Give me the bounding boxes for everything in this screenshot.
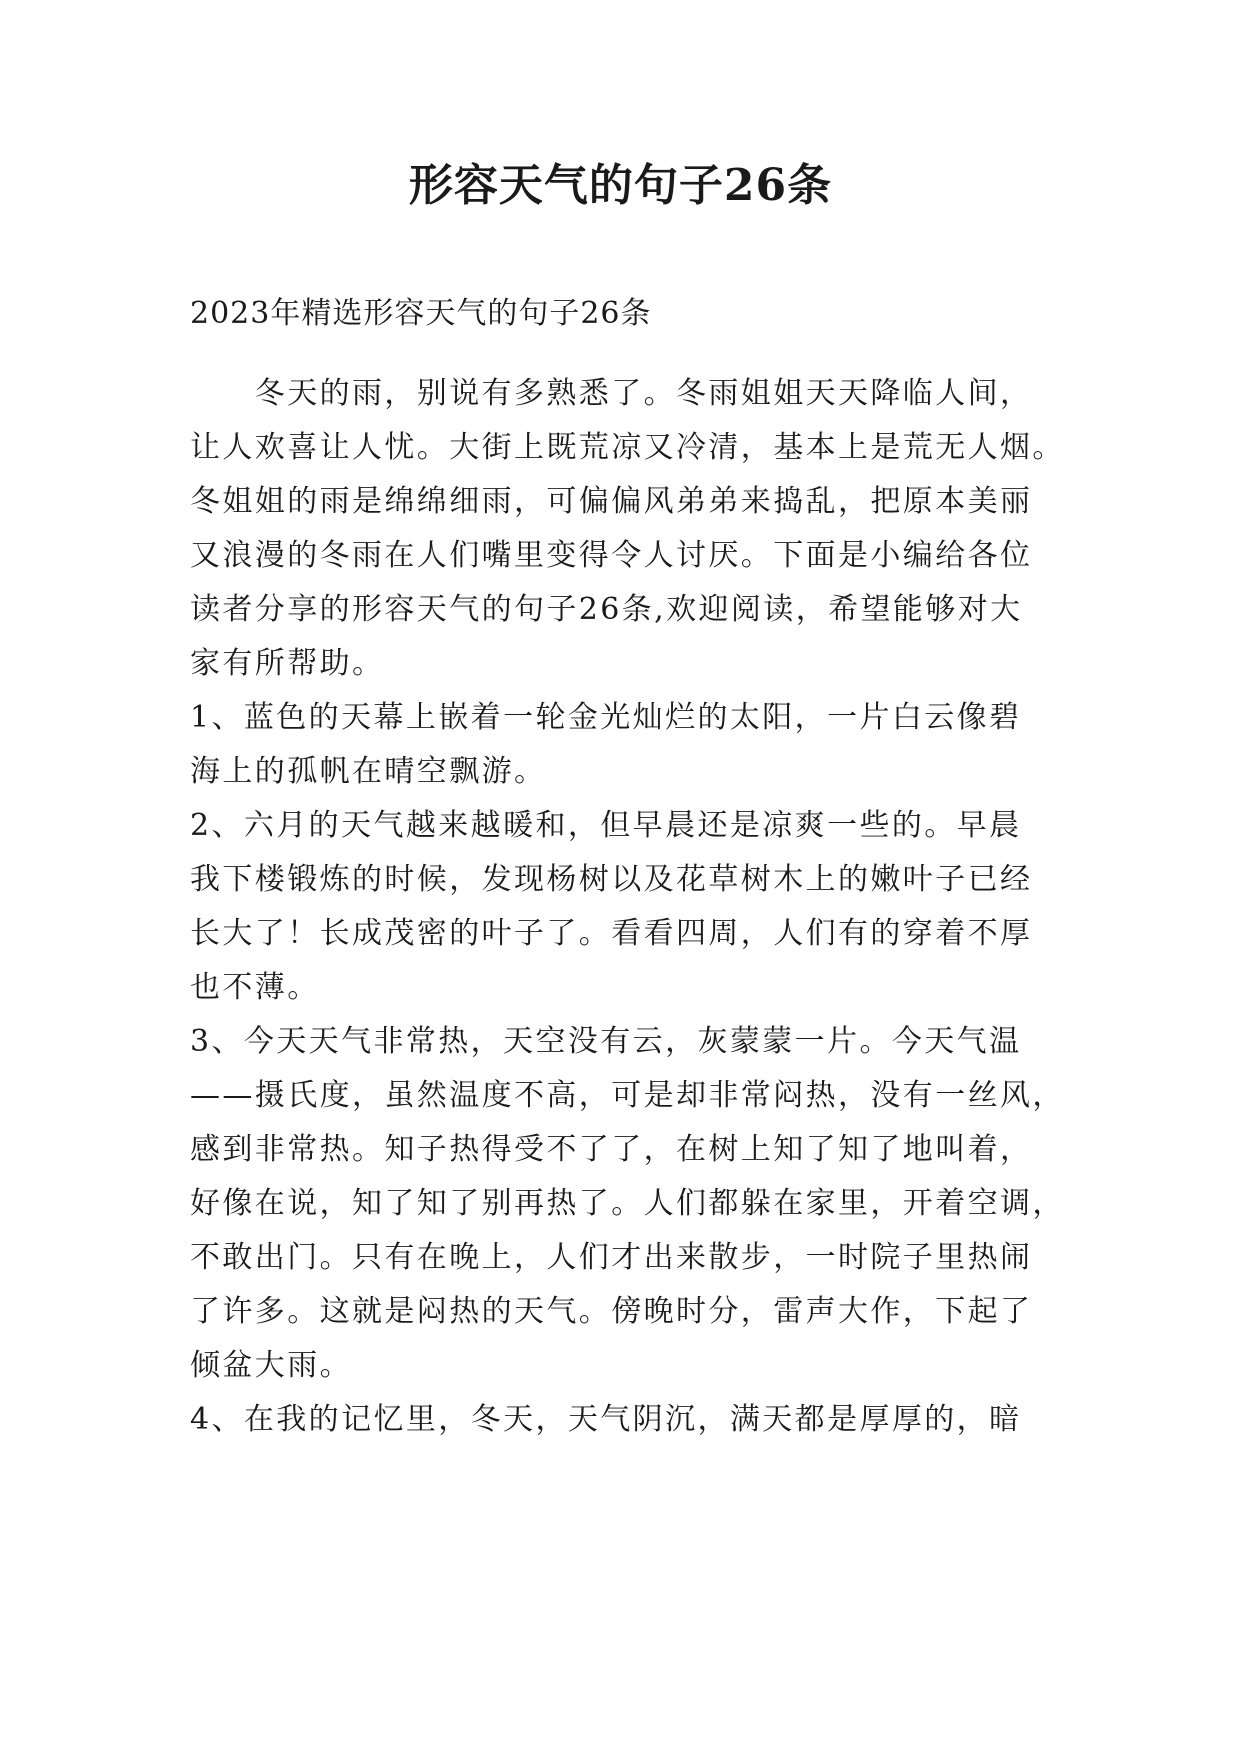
body-line: 4、在我的记忆里，冬天，天气阴沉，满天都是厚厚的，暗 xyxy=(190,1402,1022,1437)
body-line: 2、六月的天气越来越暖和，但早晨还是凉爽一些的。早晨 xyxy=(190,808,1022,843)
body-line: 冬天的雨，别说有多熟悉了。冬雨姐姐天天降临人间， xyxy=(190,376,1033,411)
body-line: 家有所帮助。 xyxy=(190,646,385,681)
body-line: 不敢出门。只有在晚上，人们才出来散步，一时院子里热闹 xyxy=(190,1240,1033,1275)
body-line: 1、蓝色的天幕上嵌着一轮金光灿烂的太阳，一片白云像碧 xyxy=(190,700,1022,735)
body-line: 好像在说，知了知了别再热了。人们都躲在家里，开着空调， xyxy=(190,1186,1065,1221)
body-line: 3、今天天气非常热，天空没有云，灰蒙蒙一片。今天气温 xyxy=(190,1024,1022,1059)
body-line: ——摄氏度，虽然温度不高，可是却非常闷热，没有一丝风， xyxy=(190,1078,1065,1113)
body-line: 倾盆大雨。 xyxy=(190,1348,352,1383)
body-line: 让人欢喜让人忧。大街上既荒凉又冷清，基本上是荒无人烟。 xyxy=(190,430,1065,465)
body-line: 又浪漫的冬雨在人们嘴里变得令人讨厌。下面是小编给各位 xyxy=(190,538,1033,573)
body-line: 长大了！长成茂密的叶子了。看看四周，人们有的穿着不厚 xyxy=(190,916,1033,951)
body-line: 也不薄。 xyxy=(190,970,320,1005)
page-title: 形容天气的句子26条 xyxy=(408,160,833,211)
body-line: 读者分享的形容天气的句子26条,欢迎阅读，希望能够对大 xyxy=(190,592,1023,627)
body-line: 冬姐姐的雨是绵绵细雨，可偏偏风弟弟来捣乱，把原本美丽 xyxy=(190,484,1033,519)
body-line: 感到非常热。知子热得受不了了，在树上知了知了地叫着， xyxy=(190,1132,1033,1167)
body-line: 了许多。这就是闷热的天气。傍晚时分，雷声大作，下起了 xyxy=(190,1294,1033,1329)
body-line: 海上的孤帆在晴空飘游。 xyxy=(190,754,547,789)
document-subtitle: 2023年精选形容天气的句子26条 xyxy=(190,296,652,331)
body-line: 我下楼锻炼的时候，发现杨树以及花草树木上的嫩叶子已经 xyxy=(190,862,1033,897)
